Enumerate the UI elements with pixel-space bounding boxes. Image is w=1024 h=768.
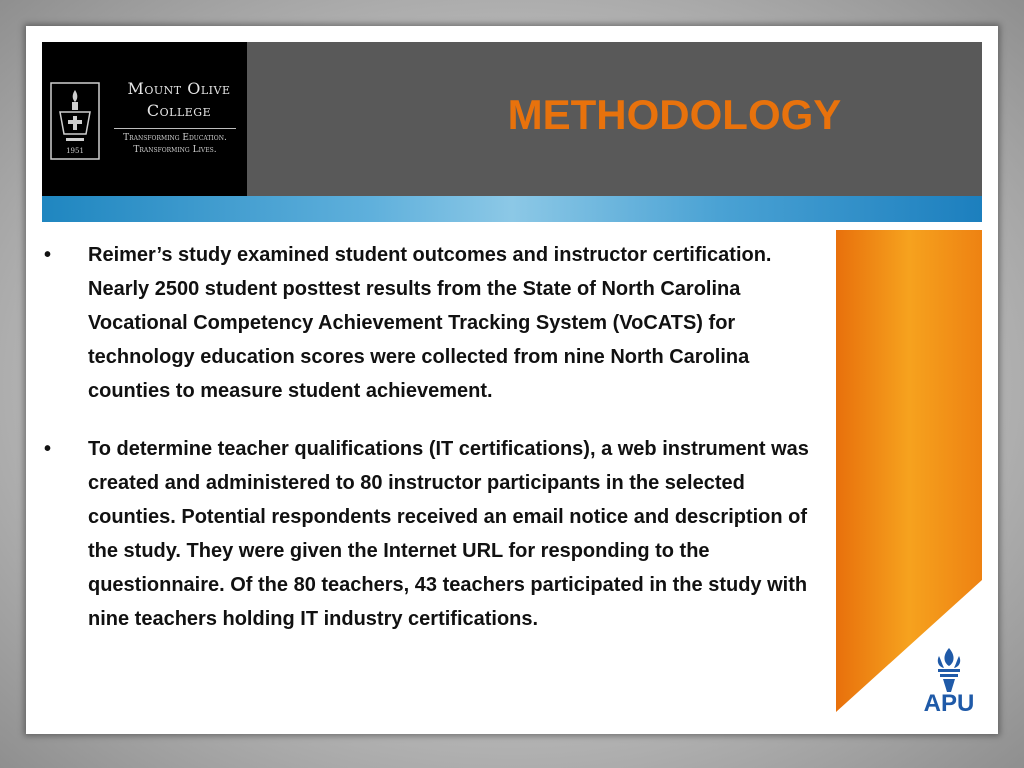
slide-header [42, 42, 982, 196]
bullet-item-1 [44, 238, 824, 408]
college-name-line2: College [146, 101, 212, 120]
blue-accent-bar [42, 196, 982, 222]
tagline-line2: Transforming Lives. [133, 145, 217, 155]
slide [26, 26, 998, 734]
logo-divider [114, 128, 236, 129]
torch-icon [911, 646, 987, 692]
mount-olive-college-logo [42, 42, 247, 196]
bullet-item-2 [44, 432, 824, 636]
college-seal-icon [50, 82, 100, 160]
bullet-text: To determine teacher qualifications (IT certifications), a web instrument was created and administered to 80 instructor participants in the selected counties. Potential respondents received an email notice and description of the study. They were given the Internet URL for responding to the questionnaire. Of the 80 teachers, 43 teachers participated in the study with nine teachers holding IT industry certifications. [88, 438, 809, 630]
tagline-line1: Transforming Education. [123, 133, 227, 143]
bullet-text: Reimer’s study examined student outcomes and instructor certification. Nearly 2500 student posttest results from the State of North Carolina Vocational Competency Achievement Tracking System (VoCATS) for technology education scores were collected from nine North Carolina counties to measure student achievement. [88, 244, 772, 402]
seal-year: 1951 [66, 147, 84, 155]
college-name-line1: Mount Olive [127, 79, 231, 98]
apu-logo [911, 646, 987, 716]
apu-wordmark: APU [923, 690, 975, 717]
college-tagline [114, 132, 236, 156]
college-name [114, 78, 244, 122]
bullet-marker: • [44, 244, 52, 266]
orange-accent-shape [836, 230, 982, 712]
slide-title: METHODOLOGY [507, 91, 842, 138]
bullet-list [44, 238, 824, 660]
bullet-marker: • [44, 438, 52, 460]
